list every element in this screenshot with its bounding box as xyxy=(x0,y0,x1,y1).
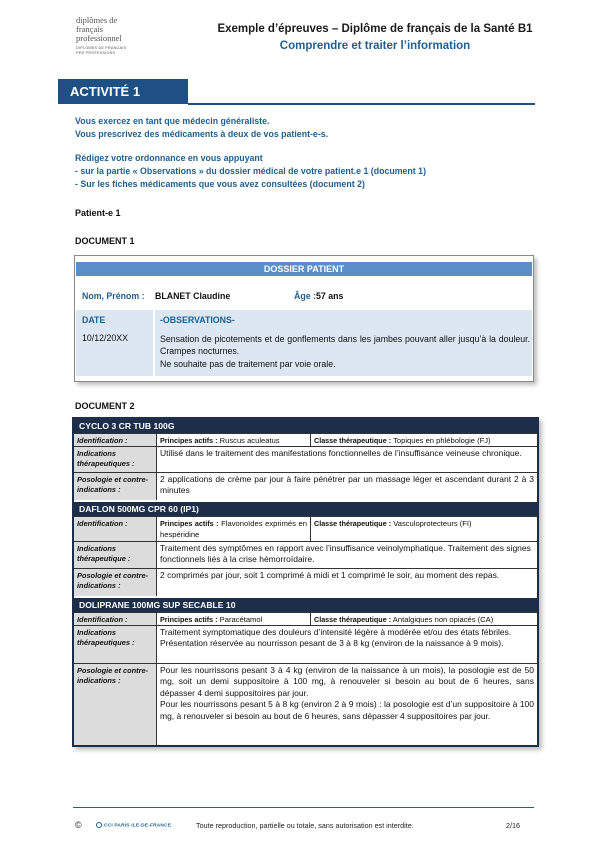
active-ingredient xyxy=(157,613,311,625)
indications-label: Indications thérapeutiques : xyxy=(74,447,157,472)
therapeutic-class-label: Classe thérapeutique : xyxy=(314,615,392,624)
active-ingredient-value: Ruscus aculeatus xyxy=(219,436,280,445)
indications-label: Indications thérapeutiques : xyxy=(74,626,157,663)
observations-label: -OBSERVATIONS- xyxy=(160,315,235,325)
therapeutic-class-value: Topiques en phlébologie (FJ) xyxy=(393,436,491,445)
therapeutic-class xyxy=(311,434,537,446)
logo-line: diplômes de xyxy=(76,15,118,25)
therapeutic-class-value: Vasculoprotecteurs (FI) xyxy=(393,519,472,528)
cci-logo-text: CCI PARIS ILE-DE-FRANCE xyxy=(104,823,172,829)
observation-line: Sensation de picotements et de gonflements dans les jambes pouvant aller jusqu’à la douleur. Crampes nocturnes. xyxy=(160,334,530,357)
active-ingredient xyxy=(157,434,311,446)
posology-row xyxy=(74,472,537,500)
active-ingredient-label: Principes actifs : xyxy=(160,615,218,624)
active-ingredient-value: Paracétamol xyxy=(219,615,263,624)
name-label: Nom, Prénom : xyxy=(82,291,145,301)
posology-text xyxy=(157,664,537,745)
drug-title: DAFLON 500MG CPR 60 (IP1) xyxy=(74,502,537,516)
active-ingredient-label: Principes actifs : xyxy=(160,519,219,528)
therapeutic-class-label: Classe thérapeutique : xyxy=(314,436,392,445)
posology-text: 2 comprimés par jour, soit 1 comprimé à midi et 1 comprimé le soir, au moment des repas. xyxy=(160,570,500,580)
logo-caption: DIPLOMES DE FRANCAIS xyxy=(76,46,127,50)
identification-label: Identification : xyxy=(74,517,157,541)
observations-text xyxy=(160,333,530,370)
date-value: 10/12/20XX xyxy=(82,333,128,343)
drug-title: CYCLO 3 CR TUB 100G xyxy=(74,419,537,433)
instruction-line: - Sur les fiches médicaments que vous avez consultées (document 2) xyxy=(75,179,365,189)
posology-text: 2 applications de crème par jour à faire pénétrer par un massage léger et ascendant durant 2 à 3 minutes xyxy=(160,474,534,496)
identification-row xyxy=(74,612,537,625)
logo-line: professionnel xyxy=(76,33,122,43)
logo-line: français xyxy=(76,24,103,34)
posology-row xyxy=(74,663,537,745)
therapeutic-class-label: Classe thérapeutique : xyxy=(314,519,392,528)
indications-row xyxy=(74,625,537,663)
document2-label: DOCUMENT 2 xyxy=(75,401,135,411)
indications-row xyxy=(74,541,537,568)
indications-text: Traitement des symptômes en rapport avec l’insuffisance veinolymphatique. Traitement des signes fonctionnels liés à la crise hémorroïdaire. xyxy=(160,543,531,565)
page-subtitle: Comprendre et traiter l’information xyxy=(279,40,471,52)
indications-label: Indications thérapeutique : xyxy=(74,542,157,568)
copyright-symbol: © xyxy=(75,820,82,830)
posology-paragraph: Pour les nourrissons pesant 3 à 4 kg (environ de la naissance à un mois), la posologie est de 50 mg, soit un demi suppositoire à 100 mg, à renouveler si besoin au bout de 6 heures, sans dépasser 4 demi suppositoires par jour. xyxy=(160,665,534,698)
dossier-title: DOSSIER PATIENT xyxy=(76,262,532,276)
age-value: 57 ans xyxy=(316,291,344,301)
identification-values xyxy=(157,517,537,541)
cci-logo xyxy=(96,822,171,828)
instruction-line: Rédigez votre ordonnance en vous appuyant xyxy=(75,153,263,163)
indications-text xyxy=(157,626,537,663)
active-ingredient-label: Principes actifs : xyxy=(160,436,218,445)
intro-line: Vous exercez en tant que médecin généraliste. xyxy=(75,116,270,126)
posology-row xyxy=(74,568,537,596)
activity-divider xyxy=(188,103,535,105)
identification-row xyxy=(74,516,537,541)
name-value: BLANET Claudine xyxy=(155,291,231,301)
posology-label: Posologie et contre-indications : xyxy=(74,569,157,596)
identification-values xyxy=(157,613,537,625)
dfp-logo xyxy=(76,16,156,55)
drug-sheets xyxy=(72,417,539,747)
identification-label: Identification : xyxy=(74,434,157,446)
activity-banner: ACTIVITÉ 1 xyxy=(58,79,188,104)
active-ingredient-value: Flavonoïdes exprimés en hespéridine xyxy=(160,519,307,539)
patient-dossier xyxy=(74,255,534,382)
document1-label: DOCUMENT 1 xyxy=(75,236,135,246)
therapeutic-class xyxy=(311,613,537,625)
indications-row xyxy=(74,446,537,472)
indications-line: Présentation réservée au nourrisson pesant de 3 à 8 kg (environ de la naissance à 9 mois). xyxy=(160,638,504,649)
indications-line: Traitement symptomatique des douleurs d’intensité légère à modérée et/ou des états fébriles. xyxy=(160,627,512,637)
identification-label: Identification : xyxy=(74,613,157,625)
identification-values xyxy=(157,434,537,446)
therapeutic-class xyxy=(311,517,537,541)
page-title: Exemple d’épreuves – Diplôme de français de la Santé B1 xyxy=(217,23,533,35)
active-ingredient xyxy=(157,517,311,541)
dossier-divider xyxy=(153,310,155,376)
posology-label: Posologie et contre-indications : xyxy=(74,473,157,500)
footer-notice: Toute reproduction, partielle ou totale, sans autorisation est interdite. xyxy=(196,821,414,830)
indications-text: Utilisé dans le traitement des manifestations fonctionnelles de l’insuffisance veineuse chronique. xyxy=(160,448,522,458)
instruction-line: - sur la partie « Observations » du dossier médical de votre patient.e 1 (document 1) xyxy=(75,166,426,176)
page-number: 2/16 xyxy=(506,821,520,830)
date-label: DATE xyxy=(82,315,106,325)
observation-line: Ne souhaite pas de traitement par voie orale. xyxy=(160,358,336,369)
cci-logo-icon xyxy=(96,822,102,828)
logo-caption: PER PROFESSIONS xyxy=(76,50,116,55)
drug-title: DOLIPRANE 100MG SUP SECABLE 10 xyxy=(74,598,537,612)
identification-row xyxy=(74,433,537,446)
patient-label: Patient-e 1 xyxy=(75,208,121,218)
age-label: Âge : xyxy=(294,291,316,301)
posology-paragraph: Pour les nourrissons pesant 5 à 8 kg (environ 2 à 9 mois) : la posologie est d’un suppositoire à 100 mg, à renouveler si besoin au bout de 6 heures, sans dépasser 4 suppositoires par jour. xyxy=(160,699,534,721)
footer-divider xyxy=(73,807,534,808)
therapeutic-class-value: Antalgiques non opiacés (CA) xyxy=(392,615,494,624)
intro-line: Vous prescrivez des médicaments à deux de vos patient-e-s. xyxy=(75,129,329,139)
posology-label: Posologie et contre-indications : xyxy=(74,664,157,745)
